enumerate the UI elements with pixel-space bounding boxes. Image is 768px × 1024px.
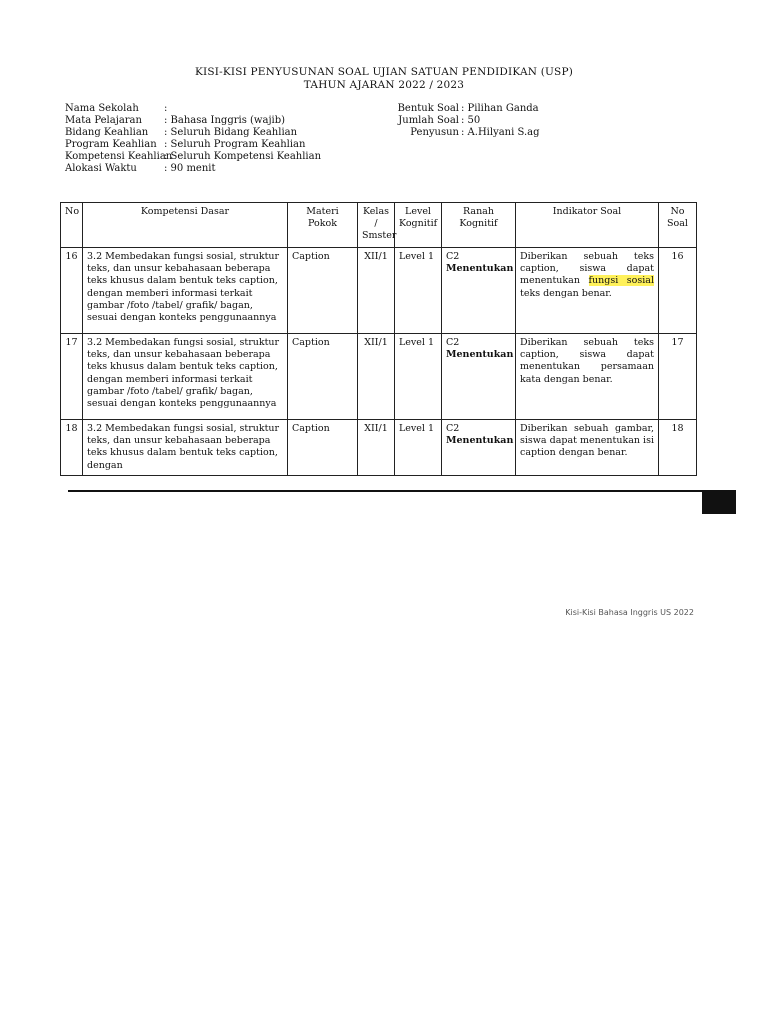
cell-no-soal: 16 <box>659 248 697 334</box>
title-line-1: KISI-KISI PENYUSUNAN SOAL UJIAN SATUAN PENDIDIKAN (USP) <box>194 66 574 78</box>
info-row-bentuk-soal <box>388 103 540 115</box>
ranah-code: C2 <box>446 337 460 348</box>
cell-indikator: Diberikan sebuah teks caption, siswa dapat menentukan persamaan kata dengan benar. <box>516 334 659 420</box>
ranah-verb: Menentukan <box>446 263 514 275</box>
table-row <box>61 334 697 420</box>
info-row-mata-pelajaran <box>65 115 321 127</box>
cell-level: Level 1 <box>395 420 442 476</box>
cell-kompetensi-dasar: 3.2 Membedakan fungsi sosial, struktur teks, dan unsur kebahasaan beberapa teks khusus dalam bentuk teks caption, dengan <box>83 420 288 476</box>
info-value: : Seluruh Kompetensi Keahlian <box>164 151 322 162</box>
cell-indikator <box>516 248 659 334</box>
cell-no: 17 <box>61 334 83 420</box>
info-label: Mata Pelajaran <box>65 115 142 126</box>
cell-level: Level 1 <box>395 334 442 420</box>
info-value: : A.Hilyani S.ag <box>461 127 540 138</box>
cell-no: 18 <box>61 420 83 476</box>
info-label: Bidang Keahlian <box>65 127 149 138</box>
table-header-row <box>61 203 697 248</box>
info-value: : 50 <box>461 115 481 126</box>
cell-no-soal: 17 <box>659 334 697 420</box>
info-label: Nama Sekolah <box>65 103 139 114</box>
ranah-verb: Menentukan <box>446 349 514 361</box>
exam-info <box>388 103 540 139</box>
page-corner-block <box>702 490 736 514</box>
info-row-program-keahlian <box>65 139 321 151</box>
info-row-bidang-keahlian <box>65 127 321 139</box>
info-row-kompetensi-keahlian <box>65 151 321 163</box>
kisi-kisi-table <box>60 202 697 476</box>
cell-kompetensi-dasar: 3.2 Membedakan fungsi sosial, struktur teks, dan unsur kebahasaan beberapa teks khusus dalam bentuk teks caption, dengan memberi informasi terkait gambar /foto /tabel/ grafik/ bagan, sesuai dengan konteks penggunaannya <box>83 248 288 334</box>
info-label: Kompetensi Keahlian <box>65 151 173 162</box>
header-kelas-semester <box>358 203 395 248</box>
info-label: Jumlah Soal <box>398 115 459 126</box>
header-ranah-line2: Kognitif <box>459 218 498 230</box>
cell-ranah <box>442 334 516 420</box>
header-indikator-soal: Indikator Soal <box>516 203 659 248</box>
title-line-2: TAHUN AJARAN 2022 / 2023 <box>303 79 465 91</box>
header-materi-pokok: Materi Pokok <box>288 203 358 248</box>
info-value: : Seluruh Bidang Keahlian <box>164 127 298 138</box>
cell-no-soal: 18 <box>659 420 697 476</box>
cell-indikator: Diberikan sebuah gambar, siswa dapat menentukan isi caption dengan benar. <box>516 420 659 476</box>
header-nosoal-line2: Soal <box>667 218 688 230</box>
header-level-line2: Kognitif <box>399 218 438 230</box>
header-nosoal-line1: No <box>670 206 685 217</box>
info-value: : Pilihan Ganda <box>461 103 539 114</box>
info-row-jumlah-soal <box>388 115 540 127</box>
info-label: Program Keahlian <box>65 139 157 150</box>
header-no-soal <box>659 203 697 248</box>
ranah-code: C2 <box>446 251 460 262</box>
table-row <box>61 248 697 334</box>
info-label: Bentuk Soal <box>397 103 459 114</box>
cell-kelas: XII/1 <box>358 248 395 334</box>
cell-no: 16 <box>61 248 83 334</box>
header-level-kognitif <box>395 203 442 248</box>
header-kelas-line1: Kelas / <box>362 206 390 230</box>
header-kompetensi-dasar: Kompetensi Dasar <box>83 203 288 248</box>
cell-materi-pokok: Caption <box>288 334 358 420</box>
header-ranah-kognitif <box>442 203 516 248</box>
school-info <box>65 103 321 175</box>
info-value: : 90 menit <box>164 163 216 174</box>
info-row-nama-sekolah <box>65 103 321 115</box>
info-value: : Seluruh Program Keahlian <box>164 139 306 150</box>
cell-materi-pokok: Caption <box>288 420 358 476</box>
header-level-line1: Level <box>405 206 431 217</box>
indikator-text: teks dengan benar. <box>520 287 612 299</box>
info-label: Alokasi Waktu <box>65 163 137 174</box>
info-row-penyusun <box>388 127 540 139</box>
cell-ranah <box>442 420 516 476</box>
ranah-verb: Menentukan <box>446 435 514 447</box>
info-value: : <box>164 103 168 114</box>
table-row <box>61 420 697 476</box>
header-ranah-line1: Ranah <box>463 206 494 217</box>
info-label: Penyusun <box>410 127 459 138</box>
document-title <box>0 66 768 92</box>
footer-text: Kisi-Kisi Bahasa Inggris US 2022 <box>565 608 694 617</box>
indikator-text: Diberikan sebuah teks caption, siswa dapat menentukan <box>520 251 654 287</box>
ranah-code: C2 <box>446 423 460 434</box>
header-kelas-line2: Smster <box>362 230 397 242</box>
footer-divider <box>68 490 702 492</box>
highlighted-text: fungsi sosial <box>588 275 654 287</box>
header-no: No <box>61 203 83 248</box>
info-row-alokasi-waktu <box>65 163 321 175</box>
cell-kompetensi-dasar: 3.2 Membedakan fungsi sosial, struktur teks, dan unsur kebahasaan beberapa teks khusus dalam bentuk teks caption, dengan memberi informasi terkait gambar /foto /tabel/ grafik/ bagan, sesuai dengan konteks penggunaannya <box>83 334 288 420</box>
cell-ranah <box>442 248 516 334</box>
cell-level: Level 1 <box>395 248 442 334</box>
cell-kelas: XII/1 <box>358 420 395 476</box>
cell-kelas: XII/1 <box>358 334 395 420</box>
info-value: : Bahasa Inggris (wajib) <box>164 115 286 126</box>
cell-materi-pokok: Caption <box>288 248 358 334</box>
